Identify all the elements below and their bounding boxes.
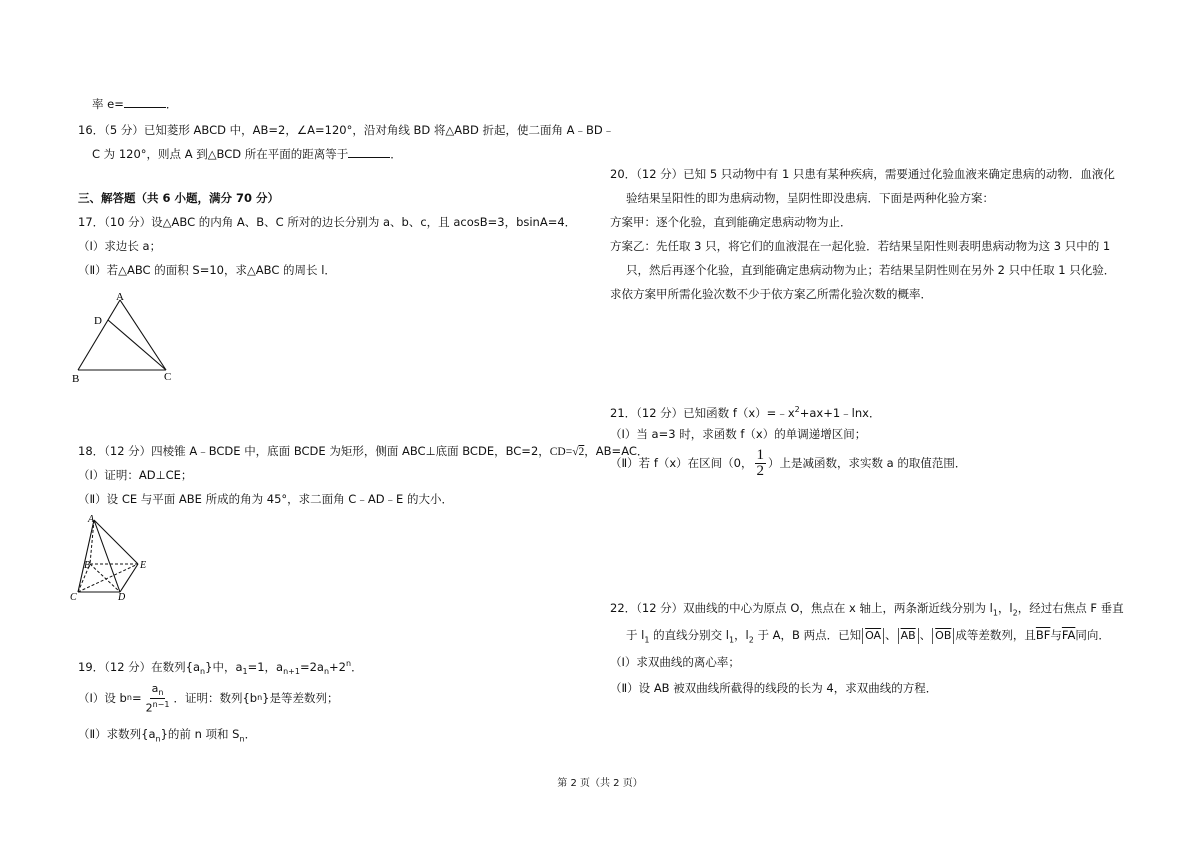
q19-frac-den-base: 2 [145, 701, 153, 715]
q19-sub: n [257, 693, 263, 702]
q18-label-c: C [70, 592, 77, 602]
q15-tail [92, 96, 177, 112]
q19-fraction [144, 683, 172, 714]
q22-l1-a: 22．（12 分）双曲线的中心为原点 O，焦点在 x 轴上，两条渐近线分别为 l [610, 601, 993, 615]
q17-label-b: B [72, 373, 80, 385]
q22-l2-f: 与 [1050, 628, 1062, 642]
q22-sub: 2 [748, 635, 754, 645]
q17-triangle-figure [68, 288, 188, 388]
q22-vec-ob-text: $\overline{OB}$ [935, 629, 952, 642]
q19-part1 [78, 683, 338, 713]
q22-sub: 1 [644, 635, 650, 645]
q22-l2-d: 于 A，B 两点．已知 [753, 628, 862, 642]
q15-answer-blank[interactable] [124, 96, 166, 108]
q18-label-d: D [118, 592, 126, 602]
q19-sup: n [346, 659, 352, 668]
q17-part2: （Ⅱ）若△ABC 的面积 S=10，求△ABC 的周长 l． [78, 263, 336, 277]
q18-label-e: E [140, 560, 147, 571]
q19-p2-c: ． [244, 727, 257, 741]
q16-line1: 16．（5 分）已知菱形 ABCD 中，AB=2，∠A=120°，沿对角线 BD 将△ABD 折起，使二面角 A﹣BD﹣ [78, 123, 615, 137]
q16-line2 [92, 146, 402, 162]
q20-line1: 20．（12 分）已知 5 只动物中有 1 只患有某种疾病，需要通过化验血液来确定患病的动物．血液化 [610, 167, 1115, 181]
q21-p2-b: ）上是减函数，求实数 a 的取值范围． [768, 456, 967, 470]
q21-p2-a: （Ⅱ）若 f（x）在区间（0， [610, 456, 753, 470]
q22-l1-c: ，经过右焦点 F 垂直 [1017, 601, 1124, 615]
q18-sqrt-value: 2 [578, 446, 585, 458]
q17-label-d: D [94, 315, 102, 327]
q17-stem: 17．（10 分）设△ABC 的内角 A、B、C 所对的边长分别为 a、b、c，且 acosB=3，bsinA=4． [78, 215, 577, 229]
q21-sup: 2 [794, 405, 800, 414]
q22-vec-ab [898, 628, 919, 644]
q22-l2-a: 于 l [626, 628, 645, 642]
q17-label-a: A [116, 291, 124, 303]
q20-line6: 求依方案甲所需化验次数不少于依方案乙所需化验次数的概率． [610, 287, 932, 301]
q17-label-c: C [164, 371, 172, 383]
q22-l2-b: 的直线分别交 l [649, 628, 729, 642]
q19-stem-d: =2a [299, 659, 324, 674]
q19-stem-e: +2 [329, 659, 346, 674]
q21-frac-den: 2 [756, 462, 764, 479]
q22-vec-oa-text: $\overline{OA}$ [865, 629, 882, 642]
q22-l2-c: ，l [734, 628, 749, 642]
q19-sub: n+1 [283, 667, 300, 677]
q22-vec-fa: $\overline{FA}$ [1061, 628, 1076, 642]
q21-fraction [755, 448, 767, 479]
q19-p2-b: }的前 n 项和 S [160, 727, 240, 741]
q19-stem-a: 19．（12 分）在数列{a [78, 659, 201, 674]
q18-pyramid-figure [68, 512, 158, 602]
q19-sub: n [200, 667, 206, 677]
q22-l2-g: 同向． [1075, 628, 1110, 642]
q19-p1-b: = [131, 691, 142, 705]
q20-line4: 方案乙：先任取 3 只，将它们的血液混在一起化验．若结果呈阳性则表明患病动物为这 3 只中的 1 [610, 239, 1111, 253]
q19-p1-c: ．证明：数列{b [173, 691, 258, 705]
q19-sub: n [239, 734, 245, 744]
q19-frac-den [144, 699, 172, 714]
q18-tail: ，AB=AC． [584, 444, 649, 458]
q18-label-b: B [84, 560, 91, 571]
q20-line5: 只，然后再逐个化验，直到能确定患病动物为止；若结果呈阴性则在另外 2 只中任取 1 只化验． [626, 263, 1116, 277]
q18-label-a: A [88, 514, 95, 525]
q22-vec-ab-text: $\overline{AB}$ [900, 629, 916, 642]
q19-sub: 1 [242, 667, 248, 677]
q19-stem [78, 656, 363, 680]
q19-frac-num-base: a [151, 681, 159, 695]
q22-vec-oa [862, 628, 884, 644]
q19-stem-b: }中，a [205, 659, 243, 674]
q22-l1-b: ，l [997, 601, 1013, 615]
q22-l2-e: 成等差数列，且 [955, 628, 1036, 642]
q21-stem-a: 21．（12 分）已知函数 f（x）=﹣x [610, 405, 795, 420]
q22-part2: （Ⅱ）设 AB 被双曲线所截得的线段的长为 4，求双曲线的方程． [610, 681, 938, 695]
q18-sqrt: √2 [572, 446, 585, 458]
section-3-title: 三、解答题（共 6 小题，满分 70 分） [78, 191, 280, 205]
q22-part1: （Ⅰ）求双曲线的离心率； [610, 655, 740, 669]
q19-stem-f: ． [351, 659, 363, 674]
q19-frac-num [150, 683, 166, 699]
q21-part2 [610, 446, 966, 480]
q22-sep: 、 [885, 628, 897, 642]
q22-sub: 2 [1012, 608, 1018, 618]
q21-part1: （Ⅰ）当 a=3 时，求函数 f（x）的单调递增区间； [610, 427, 867, 441]
q17-part1: （Ⅰ）求边长 a； [78, 239, 162, 253]
q22-vec-bf: $\overline{BF}$ [1035, 628, 1051, 642]
q19-sub: n [155, 734, 161, 744]
q20-line3: 方案甲：逐个化验，直到能确定患病动物为止． [610, 215, 852, 229]
q19-frac-den-sup: n−1 [152, 699, 170, 709]
q22-sep: 、 [919, 628, 932, 642]
q18-cd: CD= [549, 446, 573, 458]
q19-part2 [78, 726, 256, 747]
q19-sub: n [126, 693, 132, 702]
q19-p1-d: }是等差数列； [262, 691, 339, 705]
q22-line1 [610, 600, 1124, 621]
q15-end: ． [165, 97, 178, 111]
q22-line2 [626, 627, 1110, 648]
q18-part1: （Ⅰ）证明：AD⊥CE； [78, 468, 193, 482]
q22-sub: 1 [728, 635, 735, 645]
q21-frac-num: 1 [756, 446, 764, 463]
q19-sub: n [323, 667, 330, 677]
q22-vec-ob [932, 628, 954, 644]
q18-stem [78, 443, 648, 460]
q19-stem-c: =1，a [247, 659, 284, 674]
q21-stem-b: +ax+1﹣lnx． [799, 405, 881, 420]
q19-p2-a: （Ⅱ）求数列{a [78, 727, 156, 741]
q15-text: 率 e= [92, 97, 124, 111]
q19-frac-num-sub: n [158, 687, 164, 697]
q18-part2: （Ⅱ）设 CE 与平面 ABE 所成的角为 45°，求二面角 C﹣AD﹣E 的大小． [78, 492, 453, 506]
q18-stem-text: 18．（12 分）四棱锥 A﹣BCDE 中，底面 BCDE 为矩形，侧面 ABC⊥底面 BCDE，BC=2， [78, 444, 550, 458]
q16-answer-blank[interactable] [348, 146, 390, 158]
q21-stem [610, 402, 880, 421]
q16-line2-text: C 为 120°，则点 A 到△BCD 所在平面的距离等于 [92, 147, 349, 161]
q20-line2: 验结果呈阳性的即为患病动物，呈阴性即没患病．下面是两种化验方案： [626, 191, 994, 205]
q22-sub: 1 [992, 608, 998, 618]
page-footer: 第 2 页（共 2 页） [557, 778, 643, 789]
q19-p1-a: （Ⅰ）设 b [78, 691, 127, 705]
q16-end: ． [390, 147, 402, 161]
